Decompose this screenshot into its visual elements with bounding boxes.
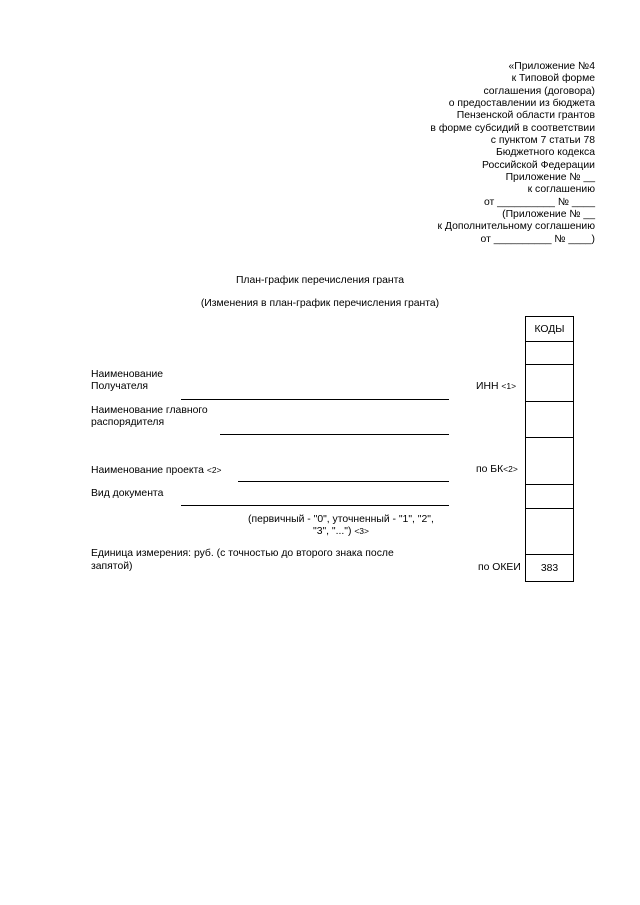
doc-type-note-line2 — [313, 525, 369, 538]
manager-label-line2: распорядителя — [91, 417, 165, 428]
doc-type-footnote-ref: <3> — [354, 526, 369, 536]
project-label-text: Наименование проекта — [91, 465, 204, 476]
header-line: «Приложение №4 — [508, 61, 595, 72]
okei-label: по ОКЕИ — [478, 562, 521, 573]
doc-type-note-text: "3", "...") — [313, 526, 352, 537]
header-line: Российской Федерации — [482, 159, 595, 171]
doc-type-label: Вид документа — [91, 488, 164, 499]
codes-header: КОДЫ — [534, 323, 565, 335]
header-line: соглашения (договора) — [483, 85, 595, 97]
recipient-field-line — [181, 399, 449, 400]
header-line: к Дополнительному соглашению — [437, 221, 595, 233]
codes-cell-bk — [526, 437, 573, 484]
header-line: Пензенской области грантов — [456, 110, 595, 122]
codes-cell-doc-type — [526, 484, 573, 508]
recipient-label-line2: Получателя — [91, 381, 149, 392]
inn-label — [476, 381, 516, 392]
bk-label — [476, 464, 518, 475]
header-line: (Приложение № __ — [502, 209, 595, 221]
inn-label-text: ИНН — [476, 381, 499, 392]
bk-footnote-ref: <2> — [503, 464, 518, 474]
header-line: от __________ № ____ — [483, 196, 595, 208]
document-header — [430, 61, 595, 246]
codes-cell-manager — [526, 401, 573, 437]
unit-label-line2: запятой) — [91, 561, 133, 572]
inn-footnote-ref: <1> — [501, 381, 517, 391]
document-title: План-график перечисления гранта — [235, 275, 405, 286]
codes-cell-inn — [526, 364, 573, 401]
manager-label-line1: Наименование главного — [91, 405, 208, 416]
header-line: Бюджетного кодекса — [495, 147, 595, 159]
bk-label-text: по БК — [476, 464, 504, 475]
header-line: к Типовой форме — [511, 73, 595, 85]
header-line: Приложение № __ — [505, 172, 595, 184]
codes-cell-doc-note — [526, 508, 573, 554]
header-line: с пунктом 7 статьи 78 — [490, 135, 595, 147]
doc-type-note-line1: (первичный - "0", уточненный - "1", "2", — [248, 514, 434, 525]
manager-field-line — [220, 434, 449, 435]
header-line: от __________ № ____) — [480, 233, 595, 245]
document-subtitle: (Изменения в план-график перечисления гранта) — [200, 298, 440, 309]
project-label — [91, 464, 222, 477]
codes-cell-okei: 383 — [526, 554, 573, 581]
header-line: о предоставлении из бюджета — [448, 98, 595, 110]
codes-cell-empty — [526, 341, 573, 364]
header-line: к соглашению — [527, 184, 595, 196]
project-footnote-ref: <2> — [206, 465, 222, 475]
project-field-line — [238, 481, 449, 482]
recipient-label-line1: Наименование — [91, 369, 164, 380]
doc-type-field-line — [181, 505, 449, 506]
codes-table — [525, 316, 574, 582]
unit-label-line1: Единица измерения: руб. (с точностью до второго знака после — [91, 548, 394, 559]
header-line: в форме субсидий в соответствии — [430, 122, 595, 134]
